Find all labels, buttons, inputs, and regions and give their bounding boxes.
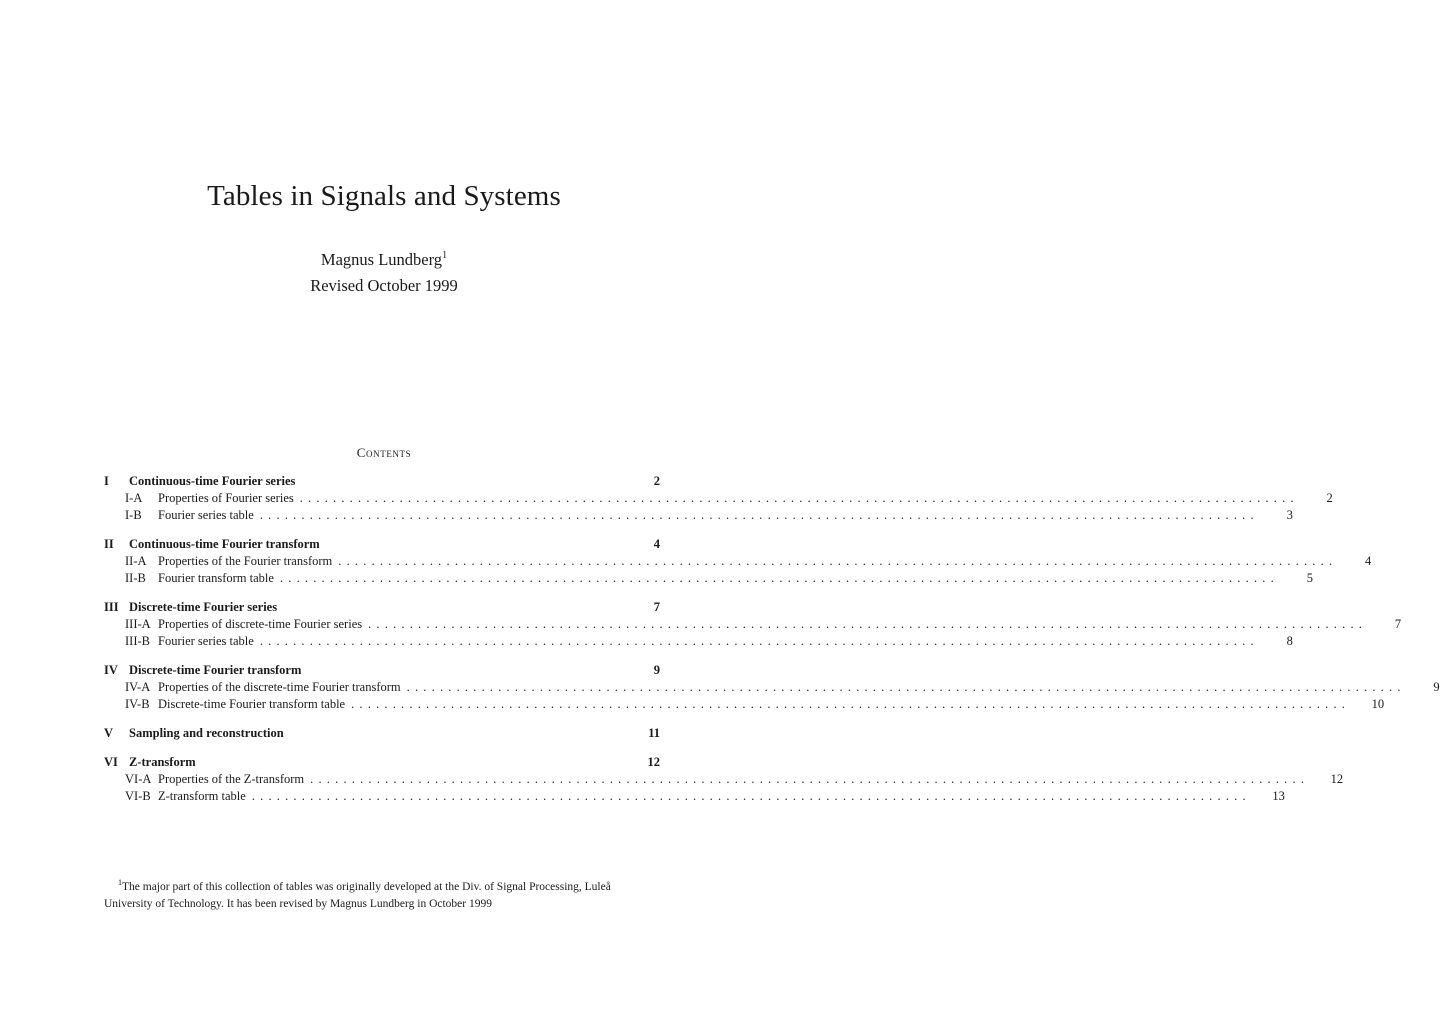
toc-subsection-title: Fourier series table — [158, 508, 254, 522]
toc-subsection-title: Properties of the discrete-time Fourier transform — [158, 680, 401, 694]
toc-leader-dots: ........................................................................................................................ — [259, 634, 1259, 648]
toc-section[interactable] — [104, 474, 660, 491]
toc-subsection-page: 13 — [1272, 789, 1285, 803]
toc-section-page: 2 — [653, 474, 660, 488]
toc-subsection-number: VI-A — [125, 772, 152, 786]
toc-subsection-page: 8 — [1286, 634, 1293, 648]
toc-subsection-number: II-A — [125, 554, 147, 568]
toc-leader-dots: ........................................................................................................................ — [351, 697, 1351, 711]
toc-subsection-page: 4 — [1365, 554, 1372, 568]
author-name: Magnus Lundberg — [320, 250, 443, 269]
toc-subsection-title: Properties of the Fourier transform — [158, 554, 333, 568]
toc-section-title: Continuous-time Fourier series — [129, 474, 296, 488]
toc-section-title: Discrete-time Fourier series — [129, 600, 278, 614]
toc-subsection-title: Properties of discrete-time Fourier series — [158, 617, 363, 631]
toc-leader-dots: ........................................................................................................................ — [259, 508, 1259, 522]
toc-subsection[interactable] — [104, 634, 1293, 651]
toc-subsection[interactable] — [104, 571, 1313, 588]
toc-leader-dots: ........................................................................................................................ — [368, 617, 1368, 631]
toc-subsection[interactable] — [104, 680, 1440, 697]
toc-subsection[interactable] — [104, 697, 1385, 714]
toc-leader-dots: ........................................................................................................................ — [406, 680, 1406, 694]
author-footnote-mark: 1 — [442, 250, 448, 261]
toc-leader-dots: ........................................................................................................................ — [310, 772, 1310, 786]
toc-subsection-number: IV-A — [125, 680, 151, 694]
toc-subsection-page: 9 — [1433, 680, 1440, 694]
toc-subsection-title: Fourier transform table — [158, 571, 274, 585]
toc-spacer — [104, 651, 660, 663]
toc-section-title: Z-transform — [129, 755, 196, 769]
toc-subsection-title: Properties of Fourier series — [158, 491, 294, 505]
toc-subsection-page: 2 — [1326, 491, 1333, 505]
toc-section[interactable] — [104, 726, 660, 743]
toc-subsection-page: 12 — [1330, 772, 1344, 786]
toc-section[interactable] — [104, 537, 660, 554]
toc-subsection-page: 10 — [1371, 697, 1385, 711]
toc-section-page: 9 — [653, 663, 660, 677]
toc-spacer — [104, 743, 660, 755]
toc-subsection-number: I-A — [125, 491, 143, 505]
toc-subsection[interactable] — [104, 617, 1402, 634]
footnote-text: The major part of this collection of tables was originally developed at the Div. of Signal Processing, Luleå University of Technology. It has been revised by Magnus Lundberg in October 1999 — [104, 881, 611, 910]
toc-subsection-title: Discrete-time Fourier transform table — [158, 697, 346, 711]
toc-section-title: Discrete-time Fourier transform — [129, 663, 302, 677]
toc-subsection[interactable] — [104, 491, 1333, 508]
toc-section-number: IV — [104, 663, 118, 677]
footnote — [104, 874, 660, 913]
toc-subsection-title: Fourier series table — [158, 634, 254, 648]
toc-section-number: I — [104, 474, 109, 488]
toc-subsection-page: 7 — [1394, 617, 1402, 631]
toc-leader-dots: ........................................................................................................................ — [299, 491, 1299, 505]
toc-section-page: 12 — [647, 755, 660, 769]
toc-subsection-number: III-A — [125, 617, 151, 631]
toc-spacer — [104, 525, 660, 537]
toc-subsection-title: Properties of the Z-transform — [158, 772, 305, 786]
toc-subsection-page: 5 — [1306, 571, 1313, 585]
toc-section-page: 11 — [648, 726, 660, 740]
toc-section[interactable] — [104, 755, 660, 772]
toc-section-number: III — [104, 600, 119, 614]
toc-section[interactable] — [104, 600, 660, 617]
toc-subsection-title: Z-transform table — [158, 789, 246, 803]
toc-section-title: Continuous-time Fourier transform — [129, 537, 320, 551]
toc-leader-dots: ........................................................................................................................ — [338, 554, 1338, 568]
toc-subsection[interactable] — [104, 508, 1293, 525]
toc-section-number: VI — [104, 755, 118, 769]
table-of-contents — [104, 474, 1440, 806]
toc-subsection-number: III-B — [125, 634, 150, 648]
toc-leader-dots: ........................................................................................................................ — [279, 571, 1279, 585]
toc-section-page: 4 — [653, 537, 660, 551]
toc-leader-dots: ........................................................................................................................ — [251, 789, 1251, 803]
toc-section-page: 7 — [653, 600, 660, 614]
toc-subsection[interactable] — [104, 554, 1372, 571]
toc-section-title: Sampling and reconstruction — [129, 726, 284, 740]
author-line — [0, 250, 768, 270]
document-title: Tables in Signals and Systems — [207, 180, 561, 212]
toc-subsection-number: II-B — [125, 571, 146, 585]
footnote-mark: 1 — [118, 878, 122, 887]
toc-spacer — [104, 588, 660, 600]
toc-section-number: V — [104, 726, 114, 740]
toc-section-number: II — [104, 537, 114, 551]
revision-date: Revised October 1999 — [310, 276, 458, 295]
toc-subsection-page: 3 — [1286, 508, 1293, 522]
toc-spacer — [104, 714, 660, 726]
toc-subsection-number: VI-B — [125, 789, 151, 803]
toc-subsection[interactable] — [104, 772, 1344, 789]
toc-subsection-number: I-B — [125, 508, 142, 522]
contents-heading: Contents — [356, 445, 412, 460]
toc-subsection-number: IV-B — [125, 697, 150, 711]
toc-section[interactable] — [104, 663, 660, 680]
toc-subsection[interactable] — [104, 789, 1285, 806]
